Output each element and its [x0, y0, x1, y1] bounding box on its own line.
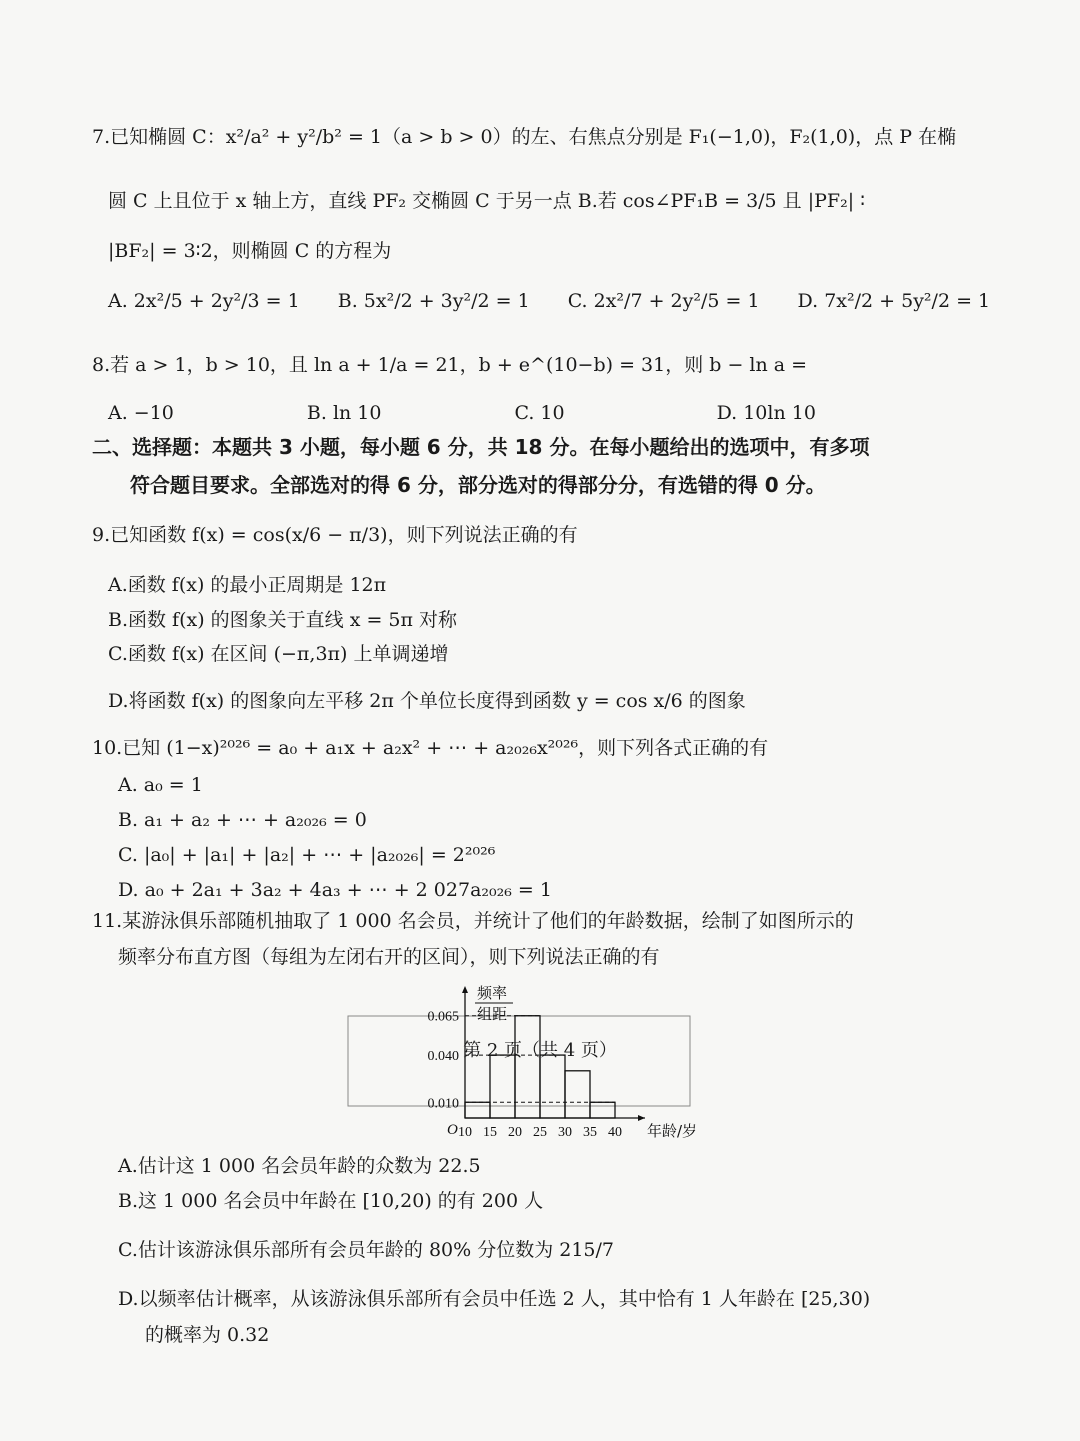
y-tick-label: 0.040: [427, 1049, 459, 1065]
x-tick-label: 35: [583, 1125, 597, 1140]
q8-opts: A. −10 B. ln 10 C. 10 D. 10ln 10: [108, 402, 816, 424]
q9: 9.已知函数 f(x) = cos(x/6 − π/3)，则下列说法正确的有: [92, 524, 578, 546]
q11-c: C.估计该游泳俱乐部所有会员年龄的 80% 分位数为 215/7: [118, 1239, 615, 1261]
x-tick-label: 30: [558, 1125, 572, 1140]
x-tick-label: 40: [608, 1125, 622, 1140]
q8: 8.若 a > 1，b > 10，且 ln a + 1/a = 21，b + e^(10−b) = 31，则 b − ln a =: [92, 354, 808, 376]
x-axis-arrow: [638, 1115, 645, 1121]
y-tick-label: 0.010: [427, 1096, 459, 1112]
q9-a: A.函数 f(x) 的最小正周期是 12π: [108, 574, 387, 596]
x-tick-label: 25: [533, 1125, 547, 1140]
x-tick-label: 10: [458, 1125, 472, 1140]
page-footer: 第 2 页（共 4 页）: [463, 1040, 617, 1061]
x-tick-label: 20: [508, 1125, 522, 1140]
y-tick-label: 0.065: [427, 1009, 459, 1025]
histogram-bar: [490, 1055, 515, 1118]
histogram-bar: [465, 1102, 490, 1118]
q10: 10.已知 (1−x)²⁰²⁶ = a₀ + a₁x + a₂x² + ⋯ + a₂₀₂₆x²⁰²⁶，则下列各式正确的有: [92, 737, 769, 759]
histogram-bar: [540, 1055, 565, 1118]
x-tick-label: 15: [483, 1125, 497, 1140]
sec2-l1: 二、选择题：本题共 3 小题，每小题 6 分，共 18 分。在每小题给出的选项中，有多项: [92, 435, 870, 459]
q10-c: C. |a₀| + |a₁| + |a₂| + ⋯ + |a₂₀₂₆| = 2²⁰²⁶: [118, 844, 496, 866]
y-label-top: 频率: [477, 984, 508, 1002]
histogram-bar: [590, 1102, 615, 1118]
q10-b: B. a₁ + a₂ + ⋯ + a₂₀₂₆ = 0: [118, 809, 367, 831]
x-axis-label: 年龄/岁: [647, 1122, 698, 1140]
q9-c: C.函数 f(x) 在区间 (−π,3π) 上单调递增: [108, 643, 449, 665]
q11-d2: 的概率为 0.32: [145, 1324, 270, 1346]
q11-a: A.估计这 1 000 名会员年龄的众数为 22.5: [118, 1155, 481, 1177]
q10-d: D. a₀ + 2a₁ + 3a₂ + 4a₃ + ⋯ + 2 027a₂₀₂₆ = 1: [118, 879, 552, 901]
q11-b: B.这 1 000 名会员中年龄在 [10,20) 的有 200 人: [118, 1190, 544, 1212]
y-axis-arrow: [462, 986, 468, 993]
q9-b: B.函数 f(x) 的图象关于直线 x = 5π 对称: [108, 609, 458, 631]
q7-l2: 圆 C 上且位于 x 轴上方，直线 PF₂ 交椭圆 C 于另一点 B.若 cos∠PF₁B = 3/5 且 |PF₂| ∶: [108, 190, 866, 212]
q11-l1: 11.某游泳俱乐部随机抽取了 1 000 名会员，并统计了他们的年龄数据，绘制了如图所示的: [92, 910, 854, 932]
q9-d: D.将函数 f(x) 的图象向左平移 2π 个单位长度得到函数 y = cos x/6 的图象: [108, 690, 746, 712]
q7-l1: 7.已知椭圆 C：x²/a² + y²/b² = 1（a > b > 0）的左、右焦点分别是 F₁(−1,0)，F₂(1,0)，点 P 在椭: [92, 126, 957, 148]
sec2-l2: 符合题目要求。全部选对的得 6 分，部分选对的得部分分，有选错的得 0 分。: [130, 473, 826, 497]
q11-l2: 频率分布直方图（每组为左闭右开的区间），则下列说法正确的有: [118, 946, 660, 968]
origin-label: O: [447, 1122, 458, 1138]
y-label-bottom: 组距: [477, 1005, 508, 1023]
q11-d1: D.以频率估计概率，从该游泳俱乐部所有会员中任选 2 人，其中恰有 1 人年龄在 [25,30): [118, 1288, 871, 1310]
q10-a: A. a₀ = 1: [118, 774, 203, 796]
q7-opts: A. 2x²/5 + 2y²/3 = 1 B. 5x²/2 + 3y²/2 = 1 C. 2x²/7 + 2y²/5 = 1 D. 7x²/2 + 5y²/2 = 1: [108, 290, 991, 312]
q7-l3: |BF₂| = 3∶2，则椭圆 C 的方程为: [108, 240, 392, 262]
histogram-bar: [565, 1071, 590, 1118]
